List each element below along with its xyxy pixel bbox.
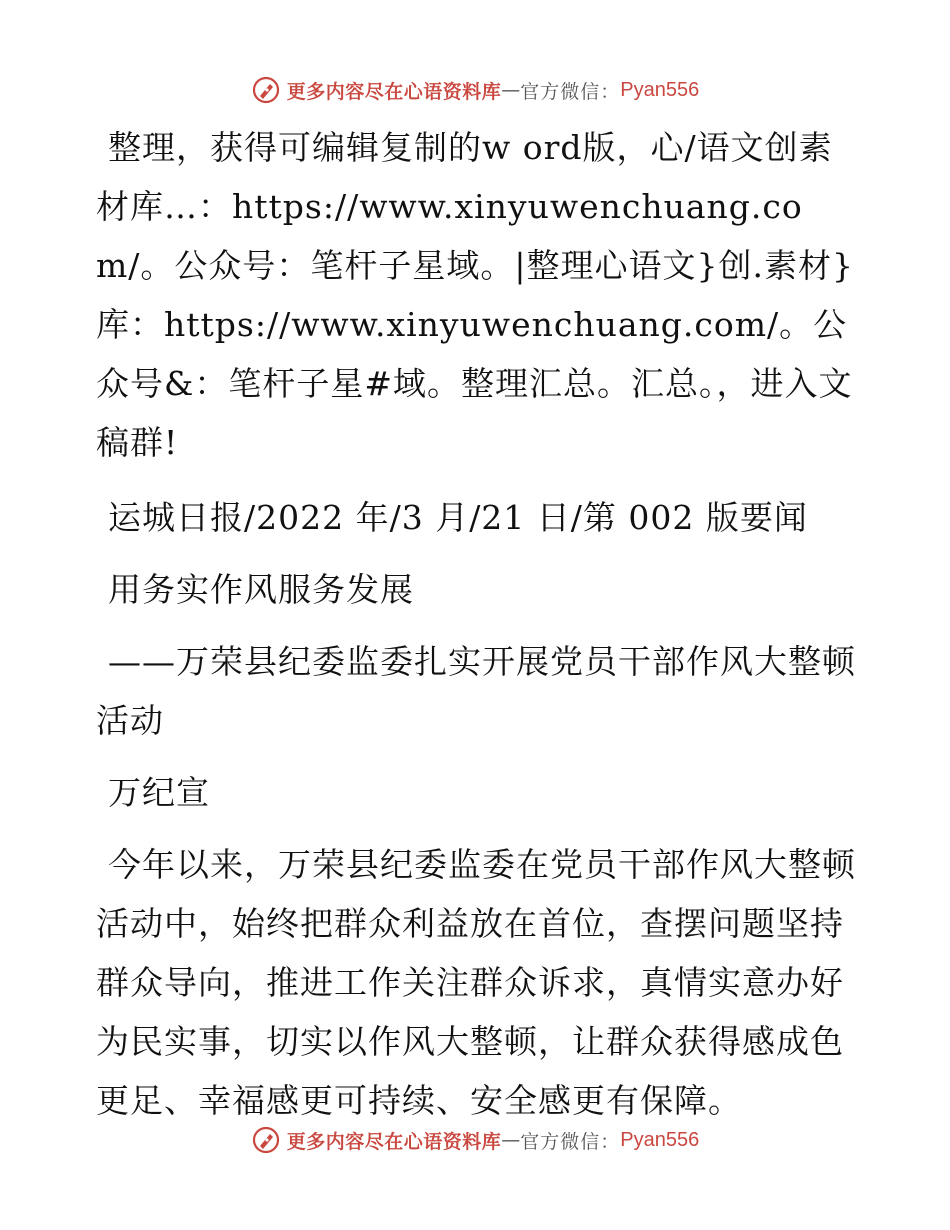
banner-wechat-id: Pyan556 [620,78,700,101]
intro-paragraph: 整理，获得可编辑复制的w ord版，心/语文创素材库…：https://www.xinyuwenchuang.com/。公众号：笔杆子星域。|整理心语文}创.素材}库：https://www.xinyuwenchuang.com/。公众号&：笔杆子星#域。整理汇总。汇总。，进入文稿群! [96,128,855,462]
pen-nib-logo-icon [251,75,281,105]
banner-wechat-id: Pyan556 [620,1128,700,1151]
banner-separator: — [501,79,521,101]
banner-separator: — [501,1129,521,1151]
body-paragraph: 今年以来，万荣县纪委监委在党员干部作风大整顿活动中，始终把群众利益放在首位，查摆问题坚持群众导向，推进工作关注群众诉求，真情实意办好为民实事，切实以作风大整顿，让群众获得感成色更足、幸福感更可持续、安全感更有保障。 [96,845,856,1120]
source-line: 运城日报/2022 年/3 月/21 日/第 002 版要闻 [108,498,808,537]
banner-official-label: 官方微信： [520,1130,621,1153]
article-headline: 用务实作风服务发展 [108,570,414,609]
pen-nib-logo-icon [251,1125,281,1155]
banner-official-label: 官方微信： [520,80,621,103]
banner-text: 更多内容尽在心语资料库 [286,80,502,103]
banner-text: 更多内容尽在心语资料库 [286,1130,502,1153]
article-author: 万纪宣 [108,773,210,812]
header-banner [0,70,950,110]
article-subheadline: ——万荣县纪委监委扎实开展党员干部作风大整顿活动 [96,642,856,740]
footer-banner [0,1120,950,1160]
article-content [96,118,856,1143]
